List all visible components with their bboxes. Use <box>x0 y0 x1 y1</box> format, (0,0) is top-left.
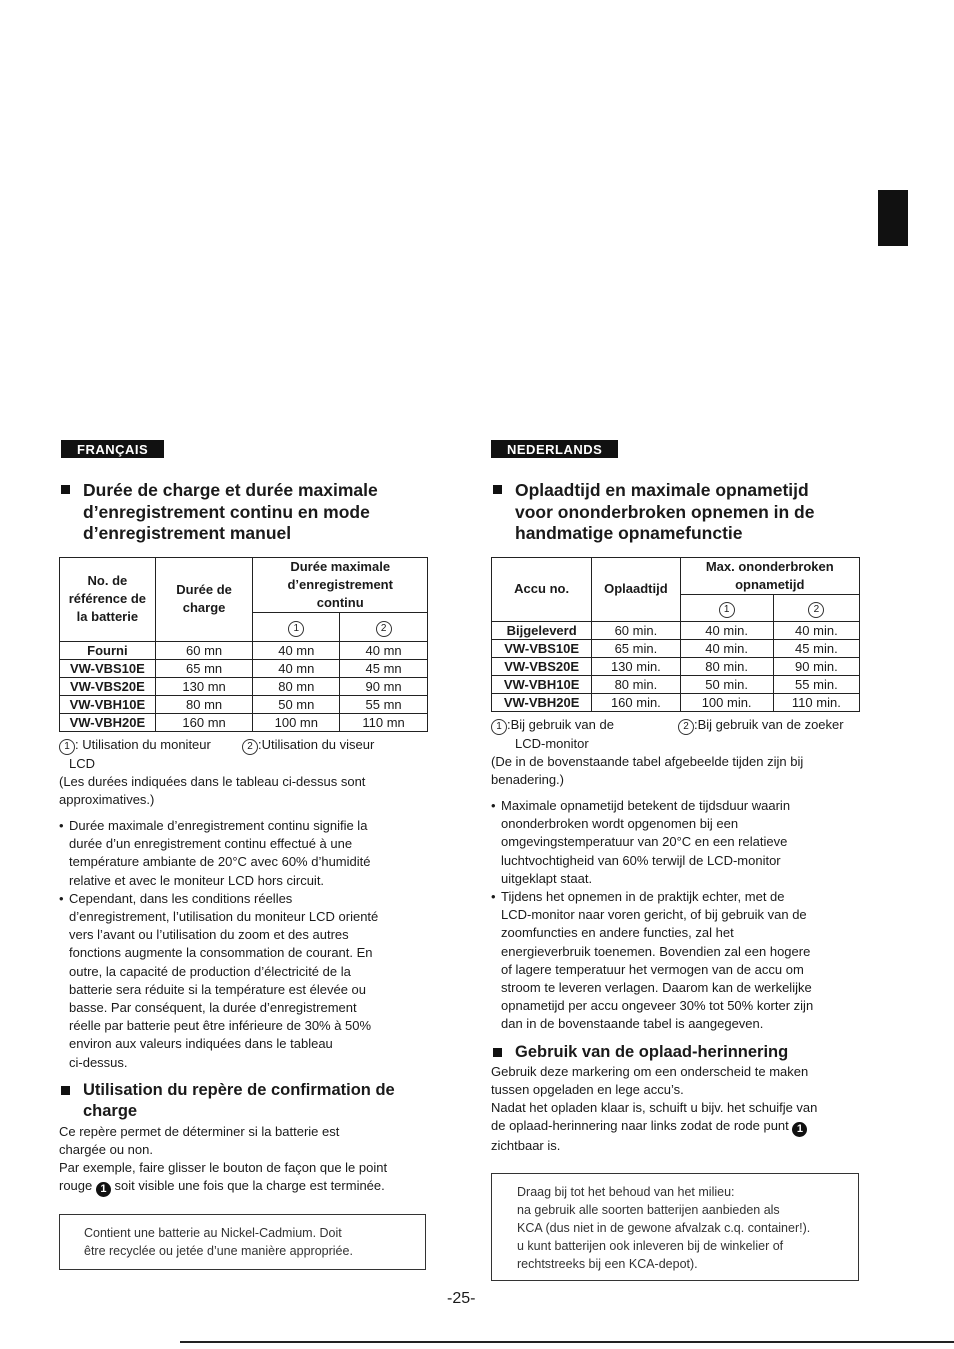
list-item: • Durée maximale d’enregistrement continu signifie la durée d’un enregistrement continu effectué à une température ambiante de 20°C avec 60% d’humidité relative et avec le moniteur LCD hors circuit. <box>59 817 431 890</box>
col-header-ref: No. de référence de la batterie <box>60 557 156 641</box>
sub-header-1: 1 <box>253 612 340 641</box>
col-header-max: Durée maximale d’enregistrement continu <box>253 557 428 612</box>
recycling-notice-fr: Contient une batterie au Nickel-Cadmium. Doit être recyclée ou jetée d’une manière appropriée. <box>59 1214 426 1270</box>
sub-header-2: 2 <box>773 594 859 621</box>
square-bullet-icon <box>493 1048 502 1057</box>
bullet-list-fr <box>59 817 431 1072</box>
table-row: VW-VBH10E 80 mn 50 mn 55 mn <box>60 695 428 713</box>
table-row: VW-VBH20E 160 min. 100 min. 110 min. <box>492 693 860 711</box>
paragraph: Par exemple, faire glisser le bouton de façon que le point rouge 1 soit visible une fois que la charge est terminée. <box>59 1160 388 1196</box>
approx-note-fr: (Les durées indiquées dans le tableau ci-dessus sont approximatives.) <box>59 773 366 807</box>
language-label-fr: FRANÇAIS <box>61 440 164 458</box>
table-row: VW-VBS10E 65 mn 40 mn 45 mn <box>60 659 428 677</box>
charge-marker-icon: 1 <box>792 1122 807 1137</box>
list-item: • Tijdens het opnemen in de praktijk echter, met de LCD-monitor naar voren gericht, of bij gebruik van de zoomfuncties en andere functies, zal het energieverbruik toenemen. Bovendien zal een hogere of lagere temperatuur het vermogen van de accu om stroom te leveren verlagen. Daarom kan de werkelijke opnametijd per accu ongeveer 30% tot 50% korter zijn dan in de bovenstaande tabel is aangegeven. <box>491 888 863 1034</box>
sub-header-2: 2 <box>340 612 428 641</box>
approx-note-nl: (De in de bovenstaande tabel afgebeelde tijden zijn bij benadering.) <box>491 753 804 787</box>
col-header-charge: Oplaadtijd <box>592 557 680 621</box>
table-row: VW-VBS20E 130 min. 80 min. 90 min. <box>492 657 860 675</box>
paragraph: Ce repère permet de déterminer si la batterie est chargée ou non. <box>59 1123 340 1157</box>
table-row: VW-VBS10E 65 min. 40 min. 45 min. <box>492 639 860 657</box>
col-header-charge: Durée de charge <box>155 557 253 641</box>
environment-notice-nl: Draag bij tot het behoud van het milieu: na gebruik alle soorten batterijen aanbieden als KCA (dus niet in de gewone afvalzak c.q. container!). u kunt batterijen ook inleveren bij de winkelier of rechtstreeks bij een KCA-depot). <box>491 1173 859 1281</box>
dutch-column <box>491 440 863 1281</box>
list-item: • Maximale opnametijd betekent de tijdsduur waarin ononderbroken wordt opgenomen bij een omgevingstemperatuur van 20°C en een relatieve luchtvochtigheid van 60% terwijl de LCD-monitor uitgeklapt staat. <box>491 797 863 888</box>
square-bullet-icon <box>61 1086 70 1095</box>
battery-table-nl <box>491 557 860 712</box>
table-row: VW-VBS20E 130 mn 80 mn 90 mn <box>60 677 428 695</box>
sub-header-1: 1 <box>680 594 773 621</box>
paragraph: Nadat het opladen klaar is, schuift u bijv. het schuifje van de oplaad-herinnering naar links zodat de rode punt 1 zichtbaar is. <box>491 1099 818 1154</box>
battery-table-fr <box>59 557 428 732</box>
section-heading-fr: Durée de charge et durée maximale d’enregistrement continu en mode d’enregistrement manuel <box>59 480 431 545</box>
table-notes-fr: 1 : Utilisation du moniteur LCD 2 :Utilisation du viseur <box>59 736 431 773</box>
list-item: • Cependant, dans les conditions réelles d’enregistrement, l’utilisation du moniteur LCD orienté vers l’avant ou l’utilisation du zoom et des autres fonctions augmente la consommation de courant. En outre, la capacité de production d’électricité de la batterie sera réduite si la température est élevée ou basse. Par conséquent, la durée d’enregistrement réelle par batterie peut être inférieure de 30% à 50% environ aux valeurs indiquées dans le tableau ci-dessus. <box>59 890 431 1072</box>
french-column <box>59 440 431 1270</box>
table-row: Fourni 60 mn 40 mn 40 mn <box>60 641 428 659</box>
page-number: -25- <box>447 1290 476 1307</box>
col-header-ref: Accu no. <box>492 557 592 621</box>
square-bullet-icon <box>61 485 70 494</box>
subsection-heading-nl: Gebruik van de oplaad-herinnering <box>491 1042 863 1063</box>
table-row: VW-VBH20E 160 mn 100 mn 110 mn <box>60 713 428 731</box>
section-edge-tab <box>878 190 908 246</box>
table-row: VW-VBH10E 80 min. 50 min. 55 min. <box>492 675 860 693</box>
table-row: Bijgeleverd 60 min. 40 min. 40 min. <box>492 621 860 639</box>
subsection-heading-fr: Utilisation du repère de confirmation de charge <box>59 1080 431 1122</box>
bottom-rule <box>180 1341 954 1343</box>
language-label-nl: NEDERLANDS <box>491 440 618 458</box>
charge-marker-icon: 1 <box>96 1182 111 1197</box>
paragraph: Gebruik deze markering om een onderscheid te maken tussen opgeladen en lege accu’s. <box>491 1063 809 1097</box>
square-bullet-icon <box>493 485 502 494</box>
section-heading-nl: Oplaadtijd en maximale opnametijd voor ononderbroken opnemen in de handmatige opnamefunctie <box>491 480 863 545</box>
col-header-max: Max. ononderbroken opnametijd <box>680 557 860 594</box>
table-notes-nl: 1 :Bij gebruik van de LCD-monitor 2 :Bij gebruik van de zoeker <box>491 716 863 753</box>
bullet-list-nl <box>491 797 863 1034</box>
